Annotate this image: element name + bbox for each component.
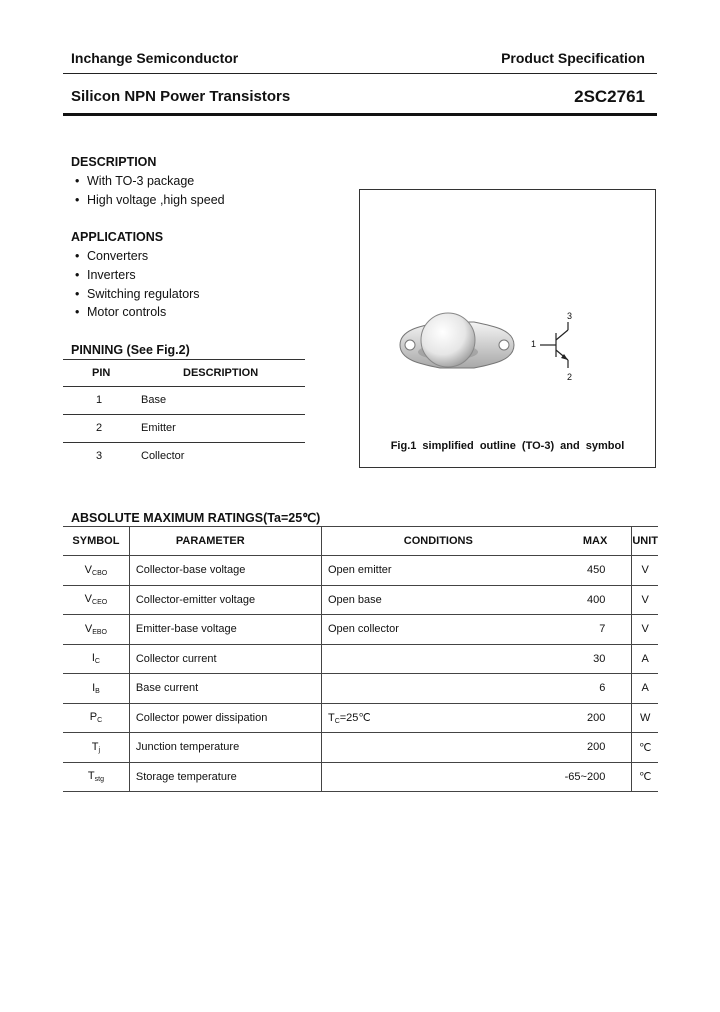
max-cell: 400	[515, 585, 632, 615]
pin-number: 3	[96, 450, 103, 462]
table-row	[63, 556, 658, 586]
conditions-cell: Open collector	[327, 623, 399, 636]
max-cell: 200	[515, 733, 632, 763]
max-cell: 6	[515, 674, 632, 704]
header-symbol: SYMBOL	[63, 527, 129, 556]
parameter-cell: Collector-emitter voltage	[129, 585, 321, 615]
conditions-cell: Open emitter	[327, 564, 392, 577]
unit-cell: V	[641, 593, 649, 606]
ratings-table	[63, 526, 658, 792]
application-item: • Switching regulators	[75, 287, 200, 301]
conditions-cell	[321, 674, 514, 704]
pin-number: 2	[96, 422, 103, 434]
max-cell: 200	[515, 703, 632, 733]
pinning-rule	[63, 359, 305, 360]
unit-cell: A	[641, 652, 649, 665]
figure-caption: Fig.1 simplified outline (TO-3) and symbol	[390, 440, 625, 452]
header-unit: UNIT	[632, 535, 658, 547]
symbol-cell: $V_{CEO}$	[63, 585, 129, 615]
conditions-cell	[321, 762, 514, 792]
pinning-rule	[63, 386, 305, 387]
unit-cell: ℃	[638, 741, 652, 754]
symbol-pin-collector: 3	[567, 311, 573, 321]
to3-package-icon	[400, 313, 514, 368]
pin-header: PIN	[92, 367, 111, 379]
applications-title: APPLICATIONS	[71, 230, 164, 244]
parameter-cell: Junction temperature	[129, 733, 321, 763]
conditions-cell	[321, 644, 514, 674]
header-divider	[63, 73, 657, 74]
symbol-cell: $I_C$	[63, 644, 129, 674]
max-cell: -65~200	[515, 762, 632, 792]
parameter-cell: Storage temperature	[129, 762, 321, 792]
table-row	[63, 615, 658, 645]
pin-description: Collector	[141, 450, 185, 462]
unit-cell: V	[641, 564, 649, 577]
table-header-row	[63, 527, 658, 556]
title-divider	[63, 113, 657, 116]
pinning-rule	[63, 414, 305, 415]
table-row	[63, 585, 658, 615]
ratings-title: ABSOLUTE MAXIMUM RATINGS(Ta=25℃)	[71, 511, 321, 525]
application-item: • Motor controls	[75, 305, 167, 319]
description-title: DESCRIPTION	[71, 155, 157, 169]
parameter-cell: Collector power dissipation	[129, 703, 321, 733]
symbol-cell: $T_{stg}$	[63, 762, 129, 792]
symbol-cell: $V_{CBO}$	[63, 556, 129, 586]
pin-description-header: DESCRIPTION	[183, 367, 259, 379]
parameter-cell: Collector-base voltage	[129, 556, 321, 586]
table-row	[63, 703, 658, 733]
conditions-cell	[321, 733, 514, 763]
npn-transistor-symbol-icon	[540, 322, 568, 368]
symbol-cell: $P_C$	[63, 703, 129, 733]
parameter-cell: Collector current	[129, 644, 321, 674]
parameter-cell: Emitter-base voltage	[129, 615, 321, 645]
symbol-pin-base: 1	[531, 339, 537, 349]
figure-box	[359, 189, 656, 468]
document-type: Product Specification	[501, 50, 645, 66]
unit-cell: V	[641, 623, 649, 636]
unit-cell: W	[639, 711, 651, 724]
description-item: • High voltage ,high speed	[75, 193, 225, 207]
description-item: • With TO-3 package	[75, 174, 195, 188]
pinning-rule	[63, 442, 305, 443]
unit-cell: A	[641, 682, 649, 695]
table-row	[63, 762, 658, 792]
symbol-cell: $V_{EBO}$	[63, 615, 129, 645]
pinning-title: PINNING (See Fig.2)	[71, 343, 190, 357]
unit-cell: ℃	[638, 771, 652, 784]
conditions-cell: $T_C=25℃$	[327, 711, 371, 725]
application-item: • Inverters	[75, 268, 136, 282]
to3-package-figure	[360, 190, 657, 469]
header-parameter: PARAMETER	[129, 527, 321, 556]
max-cell: 30	[515, 644, 632, 674]
header-conditions: CONDITIONS	[403, 535, 473, 547]
pin-number: 1	[96, 394, 103, 406]
table-row	[63, 674, 658, 704]
company-name: Inchange Semiconductor	[71, 50, 239, 66]
max-cell: 450	[515, 556, 632, 586]
pin-description: Emitter	[141, 422, 176, 434]
part-number: 2SC2761	[574, 87, 645, 106]
pin-description: Base	[141, 394, 167, 406]
max-cell: 7	[515, 615, 632, 645]
product-line: Silicon NPN Power Transistors	[71, 88, 291, 105]
symbol-cell: $I_B$	[63, 674, 129, 704]
conditions-cell: Open base	[327, 593, 382, 606]
symbol-pin-emitter: 2	[567, 372, 573, 382]
parameter-cell: Base current	[129, 674, 321, 704]
table-row	[63, 733, 658, 763]
application-item: • Converters	[75, 249, 149, 263]
symbol-cell: $T_j$	[63, 733, 129, 763]
table-row	[63, 644, 658, 674]
header-max: MAX	[515, 527, 632, 556]
